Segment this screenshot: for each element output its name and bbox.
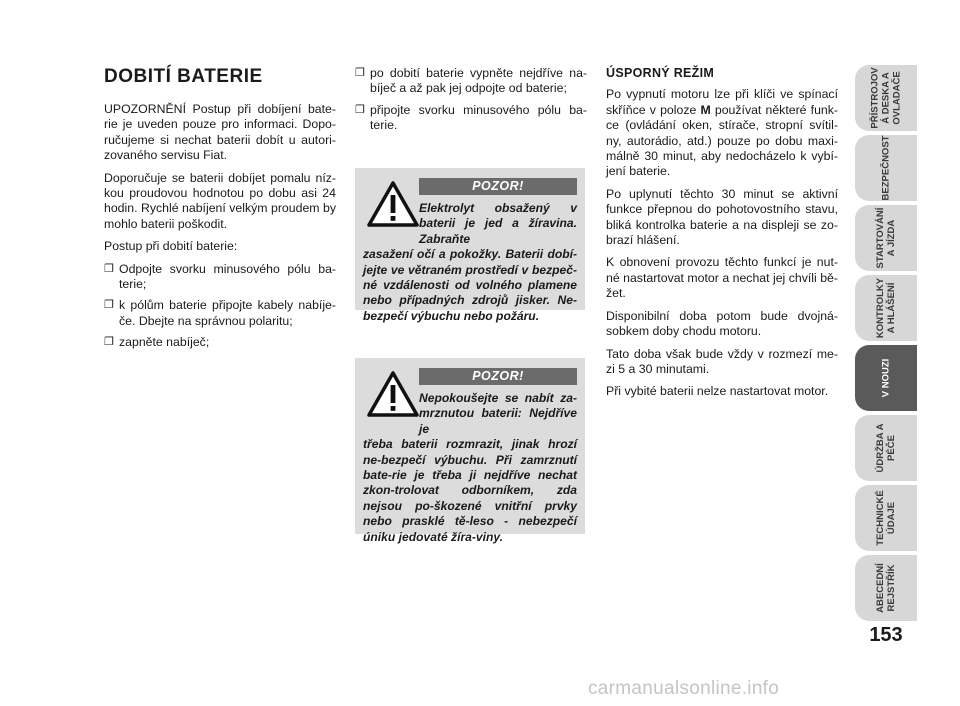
time-range-paragraph: Tato doba však bude vždy v rozmezí me-zi 5 a 30 minutami. (606, 346, 838, 376)
list-item: ❐ po dobití baterie vypněte nejdříve na-bíječ a až pak jej odpojte od baterie; (355, 66, 587, 96)
warning-text: Nepokoušejte se nabít za-mrznutou baterii: Nejdříve je třeba baterii rozmrazit, jinak hrozí ne-bezpečí výbuchu. Při zamrznutí bate-rie je třeba ji nejdříve nechat zkon-trolovat odborníkem, zda nejsou po-škozené vnitřní prvky nebo prasklé tě-leso - nebezpečí úniku jedovaté žíra-viny. (363, 391, 577, 544)
checkbox-bullet-icon: ❐ (104, 299, 114, 312)
warning-label: POZOR! (419, 368, 577, 385)
recommendation-paragraph: Doporučuje se baterii dobíjet pomalu níz-kou proudovou hodnotou po dobu asi 24 hodin. Rychlé nabíjení velkým proudem by mohlo baterii poškodit. (104, 170, 336, 231)
checkbox-bullet-icon: ❐ (104, 262, 114, 275)
tab-startovani[interactable]: STARTOVÁNÍ A JÍZDA (855, 205, 917, 271)
right-column (606, 66, 838, 407)
watermark: carmanualsonline.info (588, 678, 780, 699)
tab-abecedni-rejstrik[interactable]: ABECEDNÍ REJSTŘÍK (855, 555, 917, 621)
tab-kontrolky[interactable]: KONTROLKY A HLÁŠENÍ (855, 275, 917, 341)
tab-pristrojova-deska[interactable]: PŘÍSTROJOV Á DESKA A OVLADAČE (855, 65, 917, 131)
checkbox-bullet-icon: ❐ (355, 103, 365, 116)
available-time-paragraph: Disponibilní doba potom bude dvojná-sobkem doby chodu motoru. (606, 308, 838, 339)
list-item: ❐ k pólům baterie připojte kabely nabíje-če. Dbejte na správnou polaritu; (104, 298, 336, 328)
warning-box-electrolyte (355, 168, 585, 323)
restore-paragraph: K obnovení provozu těchto funkcí je nut-né nastartovat motor a nechat jej chvíli bě-žet. (606, 255, 838, 301)
left-column (104, 66, 336, 357)
economy-paragraph: Po vypnutí motoru lze při klíči ve spínací skříňce v poloze M používat některé funk-ce (ovládání oken, stírače, stropní svítil-ny, autorádio, atd.) pouze po dobu maxi-málně 30 minut, aby nedocházelo k vybí-jení baterie. (606, 87, 838, 179)
procedure-intro: Postup při dobití baterie: (104, 239, 238, 254)
warning-text: Elektrolyt obsažený v baterii je jed a žíravina. Zabraňte zasažení očí a pokožky. Baterii dobí-jejte ve větraném prostředí v bezpeč-né vzdálenosti od volného plamene nebo případných zdrojů jisker. Ne-bezpečí výbuchu nebo požáru. (363, 201, 577, 323)
tab-technicke-udaje[interactable]: TECHNICKÉ ÚDAJE (855, 485, 917, 551)
tab-v-nouzi[interactable]: V NOUZI (855, 345, 917, 411)
list-item: ❐ Odpojte svorku minusového pólu ba-terie; (104, 261, 336, 292)
section-title: DOBITÍ BATERIE (104, 66, 263, 87)
middle-column (355, 66, 587, 140)
page-number: 153 (869, 624, 903, 646)
list-item: ❐ připojte svorku minusového pólu ba-terie. (355, 102, 587, 133)
warning-triangle-icon (367, 180, 419, 228)
checkbox-bullet-icon: ❐ (104, 336, 114, 349)
warning-label: POZOR! (419, 178, 577, 195)
key-position-m: M (700, 102, 711, 117)
list-item: ❐ zapněte nabíječ; (104, 335, 210, 350)
section-heading: ÚSPORNÝ REŽIM (606, 66, 715, 80)
notice-paragraph: UPOZORNĚNÍ Postup při dobíjení bate-rie je uveden pouze pro informaci. Dopo-ručujeme si nechat baterii dobít u autori-zovaného servisu Fiat. (104, 102, 336, 163)
checkbox-bullet-icon: ❐ (355, 67, 365, 79)
tab-udrzba[interactable]: ÚDRŽBA A PÉČE (855, 415, 917, 481)
warning-box-frozen-battery (355, 358, 585, 544)
warning-triangle-icon (367, 370, 419, 418)
standby-paragraph: Po uplynutí těchto 30 minut se aktivní funkce přepnou do pohotovostního stavu, bliká kontrolka baterie a na displeji se zo-brazí hlášení. (606, 186, 838, 248)
discharged-battery-paragraph: Při vybité baterii nelze nastartovat motor. (606, 384, 829, 399)
tab-bezpecnost[interactable]: BEZPEČNOST (855, 135, 917, 201)
